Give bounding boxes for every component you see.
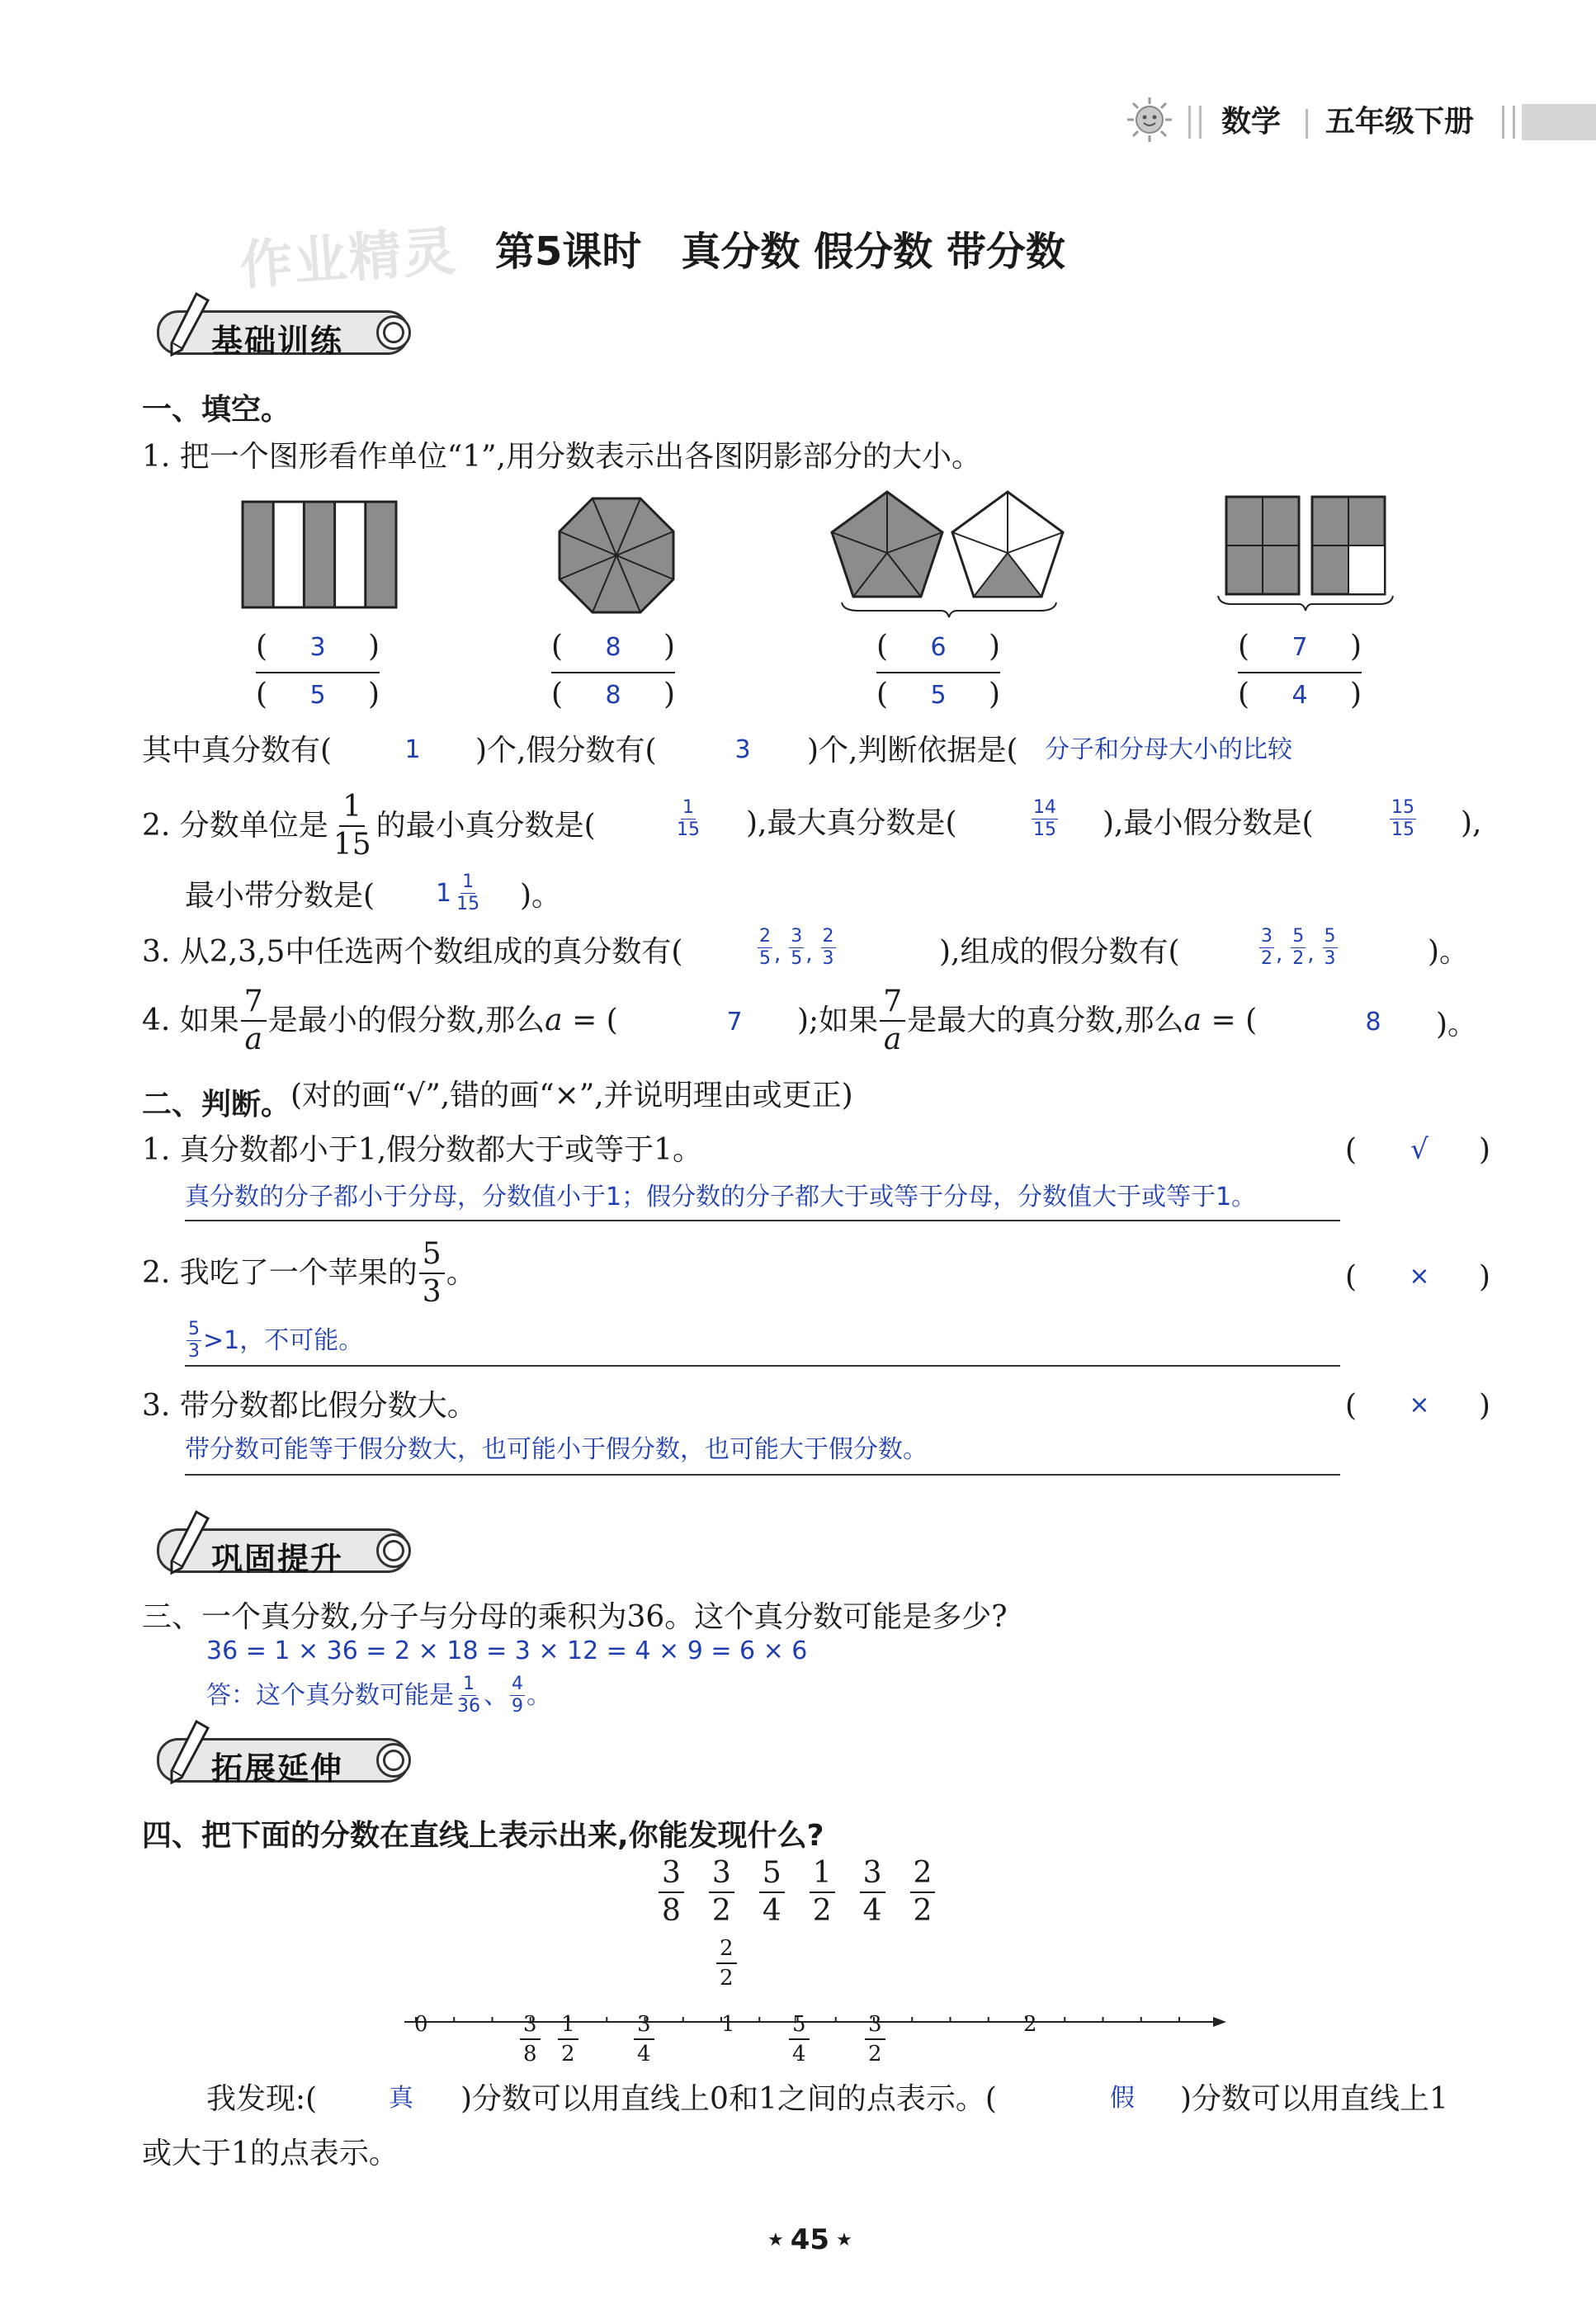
fraction-bar — [1238, 672, 1362, 673]
q4-eq: = ( — [1202, 1004, 1258, 1037]
banner-consolidate — [147, 1518, 419, 1576]
axis-label-two: 2 — [1023, 2012, 1037, 2037]
q3-text-c: )。 — [1428, 935, 1470, 969]
denominator: 9 — [512, 1696, 523, 1717]
fraction-bar — [876, 672, 1000, 673]
numerator: 5 — [1324, 926, 1336, 947]
fraction — [759, 1856, 785, 1928]
mixed-fraction — [455, 873, 481, 914]
banner-end-inner — [383, 1750, 404, 1771]
judge-3-mark: × — [1409, 1391, 1430, 1419]
answer-denominator: 8 — [605, 681, 621, 710]
judge-2-line — [142, 1237, 476, 1309]
q4-fraction — [880, 987, 905, 1055]
judge-1-mark: √ — [1410, 1133, 1428, 1166]
min-mixed-answer — [436, 873, 483, 914]
paren-close: ) — [663, 678, 675, 711]
paren-open: ( — [1345, 1133, 1358, 1167]
numerator: 1 — [463, 1674, 475, 1694]
paren-close: ) — [1478, 1260, 1490, 1294]
section-2-heading: 二、判断。 — [142, 1088, 291, 1122]
figure-4-answer — [1230, 632, 1370, 715]
answer-numerator: 8 — [605, 633, 621, 662]
q4-answer-1: 7 — [726, 1008, 743, 1037]
denominator: 36 — [457, 1696, 480, 1717]
numerator: 3 — [634, 2014, 654, 2040]
denominator: 2 — [913, 1894, 933, 1928]
denominator: 3 — [822, 948, 834, 969]
figure-1-answer — [248, 632, 388, 715]
fraction — [1323, 928, 1338, 968]
judge-3-reason: 带分数可能等于假分数大，也可能小于假分数，也可能大于假分数。 — [185, 1435, 928, 1464]
watermark: 作业精灵 — [238, 220, 460, 298]
star-icon: ★ — [767, 2229, 784, 2251]
denominator: 5 — [791, 948, 803, 969]
q4-text-a: 4. 如果 — [142, 1004, 239, 1037]
denominator: 2 — [711, 1894, 731, 1928]
header-subject: 数学 — [1221, 105, 1282, 139]
denominator: 2 — [720, 1966, 734, 1991]
section-2-heading-line — [142, 1081, 853, 1123]
figure-squares — [1210, 494, 1408, 621]
part3-answer — [206, 1675, 551, 1716]
answer-denominator: 5 — [309, 681, 326, 710]
numerator: 3 — [791, 926, 803, 947]
fraction-bar — [551, 672, 675, 673]
answer-numerator: 7 — [1291, 633, 1308, 662]
denominator: 15 — [1391, 819, 1414, 840]
denominator: 2 — [561, 2042, 575, 2066]
pencil-icon — [163, 292, 213, 361]
denominator: 3 — [188, 1341, 200, 1362]
numerator: 3 — [659, 1859, 684, 1893]
denominator: 2 — [1292, 948, 1305, 969]
judge-1-reason: 真分数的分子都小于分母，分数值小于1；假分数的分子都大于或等于分母，分数值大于或等于1。 — [185, 1183, 1257, 1211]
q4-fraction — [241, 987, 267, 1055]
fraction-bar — [256, 672, 380, 673]
q3-proper-answers — [756, 928, 838, 968]
numerator: 15 — [1391, 797, 1414, 818]
answer-denominator: 4 — [1291, 681, 1308, 710]
part3-work: 36 = 1 × 36 = 2 × 18 = 3 × 12 = 4 × 9 = 6 × 6 — [206, 1637, 808, 1665]
mark-below-fraction — [520, 2014, 541, 2065]
q4-var: a — [1183, 1004, 1202, 1037]
denominator: 8 — [662, 1894, 681, 1928]
numerator: 2 — [910, 1859, 936, 1893]
answer-line — [185, 1365, 1340, 1367]
header-divider — [1306, 109, 1308, 139]
fraction — [810, 1856, 835, 1928]
separator: , — [1307, 942, 1315, 966]
denominator: 2 — [1261, 948, 1273, 969]
numerator: 3 — [709, 1859, 734, 1893]
q2-text-e: ), — [1461, 806, 1482, 840]
denominator: 5 — [759, 948, 771, 969]
numerator: 3 — [860, 1859, 885, 1893]
figure-3-answer — [868, 632, 1008, 715]
whole: 1 — [436, 878, 452, 908]
denominator: a — [244, 1023, 262, 1056]
paren-close: ) — [988, 630, 1000, 664]
numerator: 1 — [462, 871, 475, 892]
q2-text-b: 的最小真分数是( — [375, 809, 596, 843]
q2-text-d: ),最小假分数是( — [1103, 806, 1314, 840]
basis: 分子和分母大小的比较 — [1045, 735, 1292, 764]
fraction — [709, 1856, 734, 1928]
q4-eq: = ( — [562, 1004, 618, 1037]
header-divider — [1188, 106, 1202, 139]
q3-text-a: 3. 从2,3,5中任选两个数组成的真分数有( — [142, 935, 683, 969]
q4-var: a — [545, 1004, 563, 1037]
min-proper-answer — [675, 799, 701, 839]
paren-open: ( — [551, 630, 564, 664]
numerator: 5 — [419, 1240, 445, 1274]
paren-close: ) — [367, 630, 380, 664]
paren-close: ) — [1478, 1389, 1490, 1423]
banner-basic — [147, 300, 419, 358]
answer-line — [185, 1220, 1340, 1221]
numerator: 5 — [789, 2014, 810, 2040]
paren-open: ( — [1238, 678, 1250, 711]
header-divider — [1502, 106, 1515, 139]
header-sun-icon — [1126, 96, 1173, 144]
numerator: 5 — [759, 1859, 785, 1893]
denominator: 15 — [456, 894, 480, 914]
numerator: 7 — [241, 987, 267, 1022]
answer-sep: 、 — [484, 1680, 508, 1710]
reason-text: >1，不可能。 — [203, 1325, 364, 1355]
fraction — [860, 1856, 885, 1928]
answer-denominator: 5 — [930, 681, 947, 710]
denominator: 4 — [762, 1894, 781, 1928]
numerator: 1 — [810, 1859, 835, 1893]
paren-close: ) — [1349, 630, 1362, 664]
q4-text-b: 是最小的假分数,那么 — [267, 1004, 545, 1037]
denominator: 8 — [523, 2042, 537, 2066]
q2-text-a: 2. 分数单位是 — [142, 809, 328, 843]
fraction — [758, 928, 772, 968]
denominator: 15 — [677, 819, 700, 840]
find-text-d: 或大于1的点表示。 — [142, 2137, 399, 2170]
section-2-instruction: (对的画“√”,错的画“×”,并说明理由或更正) — [290, 1079, 853, 1112]
fraction — [659, 1856, 684, 1928]
fraction — [821, 928, 836, 968]
paren-open: ( — [1238, 630, 1250, 664]
figure-pentagons — [825, 487, 1073, 622]
min-improper-answer — [1390, 799, 1416, 839]
paren-open: ( — [551, 678, 564, 711]
banner-end-inner — [383, 322, 404, 343]
denominator: 15 — [1033, 819, 1056, 840]
numerator: 1 — [682, 797, 694, 818]
judge-2-text-b: 。 — [446, 1256, 476, 1290]
fraction — [1291, 928, 1306, 968]
numerator: 2 — [759, 926, 771, 947]
mark-below-fraction — [558, 2014, 578, 2065]
denominator: 2 — [868, 2042, 882, 2066]
fraction-list — [657, 1856, 937, 1928]
numerator: 1 — [339, 792, 365, 827]
fraction — [910, 1856, 936, 1928]
denominator: 3 — [1324, 948, 1336, 969]
banner-extend — [147, 1728, 419, 1786]
mark-below-fraction — [789, 2014, 810, 2065]
paren-close: ) — [1478, 1133, 1490, 1167]
q4-text-c: );如果 — [797, 1004, 879, 1037]
answer-line — [185, 1474, 1340, 1476]
fraction — [1259, 928, 1274, 968]
separator: , — [1276, 942, 1283, 966]
answer-text-b: 。 — [526, 1680, 551, 1710]
mark-above-fraction — [716, 1938, 737, 1989]
numerator: 3 — [1261, 926, 1273, 947]
max-proper-answer — [1032, 799, 1058, 839]
paren-open: ( — [1345, 1389, 1358, 1423]
q2-text-c: ),最大真分数是( — [746, 806, 957, 840]
find-blank-1: 真 — [389, 2084, 413, 2113]
answer-fraction-1 — [456, 1675, 482, 1716]
q4-line-2 — [797, 987, 1257, 1055]
judge-2-mark: × — [1409, 1262, 1430, 1291]
q2-line — [142, 792, 596, 860]
page-title: 第5课时 真分数 假分数 带分数 — [495, 229, 1065, 275]
number-line — [404, 1931, 1230, 2071]
banner-label: 拓展延伸 — [211, 1750, 344, 1787]
numerator: 7 — [880, 987, 905, 1022]
q3-text-b: ),组成的假分数有( — [939, 935, 1180, 969]
denominator: a — [883, 1023, 902, 1056]
paren-close: ) — [367, 678, 380, 711]
numerator: 1 — [558, 2014, 578, 2040]
denominator: 3 — [422, 1275, 441, 1309]
judge-2-reason — [185, 1320, 363, 1361]
paren-open: ( — [256, 678, 268, 711]
denominator: 4 — [637, 2042, 651, 2066]
paren-close: ) — [1349, 678, 1362, 711]
q4-text-e: )。 — [1436, 1008, 1478, 1041]
part3-text: 三、一个真分数,分子与分母的乘积为36。这个真分数可能是多少? — [142, 1600, 1008, 1634]
paren-open: ( — [256, 630, 268, 664]
axis-label-one: 1 — [721, 2012, 735, 2037]
numerator: 4 — [512, 1674, 523, 1694]
q1-line-c: )个,判断依据是( — [807, 734, 1018, 767]
header-grade: 五年级下册 — [1325, 105, 1475, 139]
reason-fraction — [187, 1320, 201, 1361]
separator: , — [774, 942, 781, 966]
improper-count: 3 — [734, 735, 751, 764]
paren-close: ) — [663, 630, 675, 664]
pencil-icon — [163, 1720, 213, 1789]
banner-label: 巩固提升 — [211, 1541, 344, 1577]
judge-3-text: 3. 带分数都比假分数大。 — [142, 1389, 477, 1423]
find-text-b: )分数可以用直线上0和1之间的点表示。( — [460, 2082, 997, 2116]
q1-line-a: 其中真分数有( — [142, 734, 333, 767]
fraction — [789, 928, 804, 968]
axis-label-zero: 0 — [414, 2012, 428, 2037]
judge-1-text: 1. 真分数都小于1,假分数都大于或等于1。 — [142, 1133, 703, 1167]
paren-open: ( — [876, 630, 889, 664]
mark-below-fraction — [865, 2014, 885, 2065]
judge-2-text-a: 2. 我吃了一个苹果的 — [142, 1256, 418, 1290]
denominator: 4 — [862, 1894, 882, 1928]
separator: , — [805, 942, 813, 966]
numerator: 3 — [865, 2014, 885, 2040]
q3-improper-answers — [1258, 928, 1339, 968]
q4-text-d: 是最大的真分数,那么 — [907, 1004, 1184, 1037]
q4-answer-2: 8 — [1365, 1008, 1381, 1037]
paren-open: ( — [1345, 1260, 1358, 1294]
pencil-icon — [163, 1510, 213, 1580]
denominator: 4 — [792, 2042, 806, 2066]
figure-octagon — [555, 494, 678, 621]
figure-rectangle-stripes — [241, 500, 398, 612]
mark-below-fraction — [634, 2014, 654, 2065]
numerator: 5 — [1292, 926, 1305, 947]
numerator: 14 — [1033, 797, 1056, 818]
find-text-c: )分数可以用直线上1 — [1180, 2082, 1448, 2116]
paren-open: ( — [876, 678, 889, 711]
denominator: 2 — [812, 1894, 832, 1928]
q1-line-b: )个,假分数有( — [475, 734, 657, 767]
q2-text-g: )。 — [520, 879, 562, 913]
paren-close: ) — [988, 678, 1000, 711]
numerator: 3 — [520, 2014, 541, 2040]
judge-2-fraction — [419, 1237, 445, 1309]
part4-text: 四、把下面的分数在直线上表示出来,你能发现什么? — [142, 1819, 824, 1853]
answer-fraction-2 — [510, 1675, 525, 1716]
section-1-heading: 一、填空。 — [142, 393, 291, 427]
q1-text: 1. 把一个图形看作单位“1”,用分数表示出各图阴影部分的大小。 — [142, 440, 981, 474]
answer-text-a: 答：这个真分数可能是 — [206, 1680, 454, 1710]
unit-fraction — [330, 792, 375, 860]
numerator: 2 — [822, 926, 834, 947]
find-text-a: 我发现:( — [206, 2082, 318, 2116]
answer-numerator: 3 — [309, 633, 326, 662]
star-icon: ★ — [836, 2229, 852, 2251]
numerator: 5 — [188, 1319, 200, 1339]
q4-line — [142, 987, 618, 1055]
denominator: 15 — [333, 828, 371, 862]
proper-count: 1 — [404, 735, 421, 764]
q2-text-f: 最小带分数是( — [185, 879, 375, 913]
find-blank-2: 假 — [1110, 2084, 1135, 2113]
page-number — [767, 2223, 852, 2256]
banner-label: 基础训练 — [211, 323, 344, 359]
header-bar — [1522, 104, 1596, 140]
page-number-value: 45 — [790, 2223, 830, 2256]
answer-numerator: 6 — [930, 633, 947, 662]
numerator: 2 — [716, 1938, 737, 1964]
banner-end-inner — [383, 1540, 404, 1561]
figure-2-answer — [543, 632, 683, 715]
